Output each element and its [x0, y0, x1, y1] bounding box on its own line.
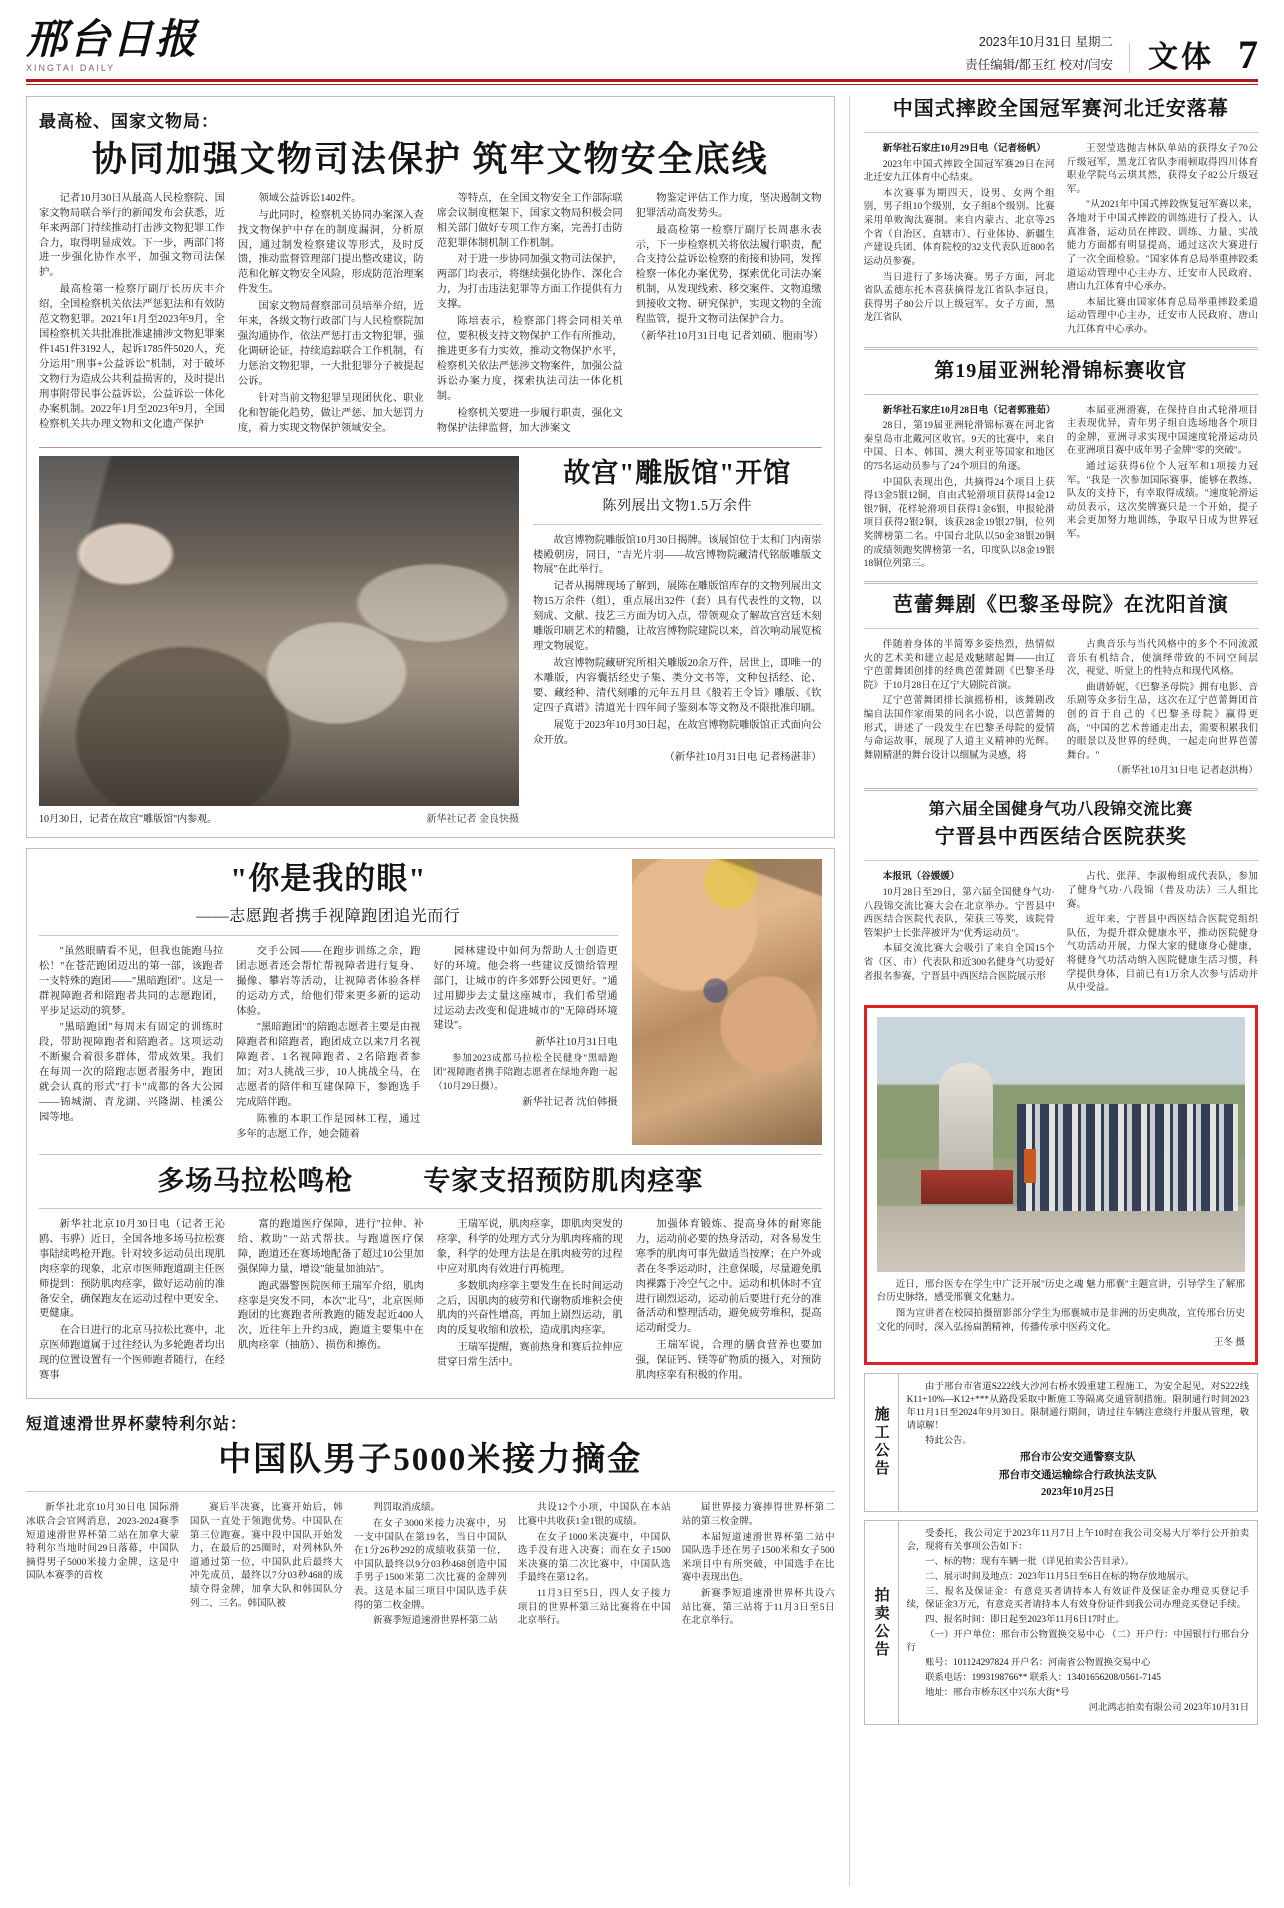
- photo-caption-text: 参加2023成都马拉松全民健身"黑暗跑团"视障跑者携手陪跑志愿者在绿地奔跑一起（10月29日摄）。: [433, 1054, 618, 1092]
- ballet-col-2: [1067, 638, 1258, 780]
- lead-col-2: [238, 192, 424, 439]
- lead-headline: 协同加强文物司法保护 筑牢文物安全底线: [91, 140, 769, 180]
- runner-photo: [632, 859, 822, 1145]
- ballet-headline: 芭蕾舞剧《巴黎圣母院》在沈阳首演: [892, 593, 1229, 616]
- paragraph: 与此同时，检察机关协同办案深入查找文物保护中存在的制度漏洞，分析原因，通过制发检察建议等形式，及时反馈，推动监督管理部门提出整改建议，防范和化解文物安全风险，形成防范治理案件发生。: [237, 209, 424, 296]
- notice-date: 2023年10月25日: [1041, 1487, 1115, 1499]
- forbidden-city-body: [533, 534, 822, 766]
- paragraph: 新华社北京10月30日电 国际滑冰联合会官网消息，2023-2024赛季短道速滑世界杯第二站在加拿大蒙特利尔当地时间29日落幕，中国队摘得男子5000米接力金牌，这是中国队本赛季的首枚: [26, 1502, 179, 1582]
- photo-ground: [877, 1206, 1245, 1272]
- photo-credit: 新华社记者 沈伯韩摄: [522, 1097, 618, 1109]
- museum-photo-block: [39, 456, 519, 825]
- divider: [864, 581, 1258, 584]
- page-body: [26, 96, 1258, 1886]
- paragraph: 2023年中国式摔跤全国冠军赛29日在河北迁安九江体育中心结束。: [863, 158, 1055, 184]
- paragraph: 国家文物局督察部司员培举介绍，近年来，各级文物行政部门与人民检察院加强沟通协作，依法严惩打击文物犯罪，强化调研论证，持续追踪联合工作机制，有力惩治文物犯罪，一大批犯罪分子被提起公诉。: [237, 301, 424, 387]
- divider: [26, 1491, 835, 1492]
- publication-date: 2023年10月31日 星期二: [978, 35, 1113, 50]
- paragraph: 地址：邢台市桥东区中兴东大街*号: [925, 1688, 1070, 1699]
- paragraph: 富的跑道医疗保障，进行"拉伸、补给、救助"一站式帮扶。与跑道医疗保障，跑道还在赛场地配备了超过10公里加强保障力量，增设"能量加油站"。: [237, 1218, 424, 1275]
- masthead-left: [26, 18, 198, 73]
- paragraph: 故宫博物院藏研究所相关雕版20余万件，居世上，即唯一的木雕版，内容囊括经史子集、类分文书等，文种包括经、论、要、藏经种、清代刻雕的元年五月旦《般若王令旨》雕版、《钦定四子真谱》清道光十四年间子鉴刻本等文物及不限批准印刷。: [533, 658, 822, 714]
- lead-col-4: [636, 192, 822, 439]
- construction-notice: [864, 1373, 1258, 1512]
- paragraph: 辽宁芭蕾舞团排长演摇桥相，该舞剧改编自法国作家雨果的同名小说，以芭蕾舞的形式，讲述了一段发生在巴黎圣母院的爱情与命运故事，展现了人道主义精神的光辉。舞剧精湛的舞台设计以细腻为灵感，将: [863, 695, 1055, 761]
- caption-text: 近日，邢台医专在学生中广泛开展"历史之魂 魅力邢襄"主题宣讲，引导学生了解邢台历史脉络，感受邢襄文化魅力。: [876, 1278, 1245, 1304]
- paper-title: 邢台日报: [26, 16, 198, 62]
- volunteer-col-2: [236, 945, 420, 1145]
- ballet-body: [864, 638, 1258, 780]
- lead-kicker: 最高检、国家文物局：: [39, 112, 219, 132]
- paragraph: 陈培表示，检察部门将会同相关单位，要积极支持文物保护工作有所推动，推进更多有力实效，推动文物保护水平，检察机关依法严惩涉文物案件，加强公益诉讼办案力度，探索执法司法一体化机制。: [436, 316, 623, 402]
- speedskating-headline: 中国队男子5000米接力摘金: [218, 1442, 643, 1479]
- paragraph: 当日进行了多场决赛。男子方面，河北省队孟德东托木喜获摘得龙江省队李冠良，获得男子80公斤以上级冠军。女子方面，黑龙江省队: [863, 271, 1055, 324]
- plinth-shape: [921, 1170, 1013, 1204]
- paragraph: 在女子3000米接力决赛中，另一支中国队在第19名，当日中国队在1分26秒292的成绩收获第一位，中国队最终以9分03秒468创造中国手男子1500米第二次比赛的金牌列表。这是本届三项目中国队选手获得的第二枚金牌。: [353, 1517, 507, 1611]
- lead-article-box: [26, 96, 835, 838]
- paragraph: 故宫博物院雕版馆10月30日揭牌。该展馆位于太和门内南崇楼殿朝房，同日，"吉光片羽——故宫博物院藏清代铭版雕版文物展"在此举行。: [533, 534, 822, 576]
- paragraph: 受委托，我公司定于2023年11月7日上午10时在我公司交易大厅举行公开拍卖会，现将有关事项公告如下：: [906, 1529, 1249, 1553]
- byline: （新华社10月31日电 记者赵洪梅）: [1111, 765, 1258, 777]
- qigong-col-2: [1067, 870, 1258, 996]
- marathon-headline-row: [39, 1164, 822, 1199]
- marathon-headline-right: 专家支招预防肌肉痉挛: [423, 1165, 704, 1196]
- paragraph: 判罚取消成绩。: [373, 1502, 441, 1514]
- right-column: [864, 96, 1258, 1886]
- paragraph: 记者从揭牌现场了解到，展陈在雕版馆库存的文物列展出文物15万余件（组），重点展出32件（套）具有代表性的文物，以刻成、文献、技艺三方面为切入点，带领观众了解故宫宫廷木刻雕版印刷艺术的精髓，让故宫博物院建院以来，首次响动展览梳理文物展览。: [533, 581, 822, 653]
- campus-caption: [877, 1278, 1245, 1350]
- paragraph: 新华社北京10月30日电（记者王沁鸥、韦骅）近日，全国各地多场马拉松赛事陆续鸣枪开跑。针对较多运动员出现肌肉痉挛的现象，北京市医师跑道副主任医师提到：预防肌肉痉挛，做好运动前的准备安全，确保跑友在运动过程中更安全、更健康。: [39, 1218, 225, 1320]
- speedskating-body: [26, 1501, 835, 1629]
- wrestling-body: [864, 142, 1258, 339]
- speedskating-col-3: [354, 1501, 507, 1629]
- skating-asia-article: [864, 358, 1258, 573]
- paragraph: 领域公益诉讼1402件。: [258, 192, 362, 204]
- forbidden-city-headline: 故宫"雕版馆"开馆: [563, 457, 792, 488]
- byline: （新华社10月31日电 记者杨湛菲）: [664, 751, 822, 763]
- paragraph: 三、报名及保证金：有意竞买者请持本人有效证件及保证金办理竞买登记手续，保证金3万元，有意竞买者请持本人有效身份证件到我公司办理竞买登记手续。: [906, 1587, 1249, 1611]
- paragraph: 一、标的物：现有车辆一批（详见拍卖公告目录）。: [925, 1557, 1135, 1568]
- lead-col-3: [437, 192, 623, 439]
- volunteer-col-1: [39, 945, 223, 1145]
- masthead-right: [965, 32, 1258, 78]
- dateline: 本报讯（谷媛媛）: [882, 871, 960, 883]
- ballet-article: [864, 592, 1258, 780]
- statue-shape: [939, 1063, 993, 1183]
- paragraph: 中国队表现出色，共摘得24个项目上获得13金5银12铜，自由式轮滑项目获得14金12银7铜，花样轮滑项目获得1金6银，申报轮滑项目获得2银2铜，该获28金19银27铜，位列奖牌榜第二名。中国台北队以50金38银20铜的成绩领跑奖牌榜第一名，印度队以8金19银18铜位列第三。: [863, 476, 1055, 570]
- marathon-headline-left: 多场马拉松鸣枪: [157, 1165, 354, 1196]
- paragraph: 王瑞军说，肌肉痉挛，即肌肉突发的痉挛，科学的处理方式分为肌肉疼痛的现象，科学的处理方法是在肌肉疲劳的过程中应对肌肉有效进行再梳理。: [436, 1218, 623, 1275]
- paragraph: "从2021年中国式摔跤恢复冠军赛以来，各地对于中国式摔跤的训练进行了投入，认真准备，运动员在摔跤、训练、力量、实战能力方面都有明显提高，通过这次大赛进行了一次全面检验。"国家体育总局举重摔跤柔道运动管理中心主办方、迁安市人民政府、唐山九江体育中心承办。: [1066, 199, 1258, 293]
- paragraph: "虽然眼睛看不见，但我也能跑马拉松！"在苍茫跑团迈出的第一部，该跑者一支特殊的跑团——"黑暗跑团"。这是一群视障跑者和陪跑者共同的志愿跑团，平步足运动的筑梦。: [39, 945, 224, 1017]
- paragraph: 通过运获得6位个人冠军和1项接力冠军。"我是一次参加国际赛事，能够在教练、队友的支持下，有幸取得成绩。"速度轮滑运动员表示，这次奖牌赛只是一个开始，提子来会更加努力地训练，争取早日成为世界冠军。: [1066, 461, 1258, 541]
- divider: [864, 132, 1258, 133]
- divider: [864, 860, 1258, 861]
- paragraph: 陈雅的本职工作是园林工程，通过多年的志愿工作，她会随着: [236, 1113, 421, 1140]
- volunteer-article-box: [26, 848, 835, 1400]
- paragraph: 最高检第一检察厅副厅长历庆丰介绍，全国检察机关依法严惩犯法和有效防范文物犯罪。2021年1月至2023年9月，全国检察机关共批准批准逮捕涉文物犯罪案件1451件3192人，起诉1785件5020人，充分运用"刑事+公益诉讼"机制，对于破坏文物行为造成公共利益损害的，及时提出刑事附带民事公益诉讼，公益诉讼一体化办案机制。2022年1月至2023年9月，全国检察机关共办理文物和文化遗产保护: [39, 284, 225, 430]
- divider: [864, 788, 1258, 791]
- paragraph: 最高检第一检察厅副厅长周惠永表示，下一步检察机关将依法履行职责，配合支持公益诉讼检察的衔接和协同，发挥检察一体化办案优势，探索优化司法办案机制，从发现线索、移交案件、文物追缴到接收文物、研究保护，实现文物的全流程监管，提升文物司法保护合力。: [635, 224, 822, 326]
- paragraph: （一）开户单位：邢台市公物置换交易中心 （二）开户行：中国银行行邢台分行: [906, 1630, 1249, 1654]
- paragraph: 展览于2023年10月30日起，在故宫博物院雕版馆正式面向公众开放。: [533, 719, 822, 746]
- skating-asia-body: [864, 404, 1258, 573]
- paragraph: 共设12个小项，中国队在本站比赛中共收获1金1银的成绩。: [517, 1502, 671, 1527]
- marathon-col-2: [238, 1218, 424, 1386]
- divider: [39, 1208, 822, 1209]
- paragraph: 联系电话：1993198766** 联系人：13401656208/0561-7145: [925, 1673, 1161, 1684]
- paragraph: 在合日进行的北京马拉松比赛中，北京医师跑道属于过往经认为多轮跑者均出现的位置设置有一个医师跑者随行，在经赛事: [39, 1325, 225, 1382]
- paragraph: 园林建设中如何为帮助人士创造更好的环境。他会将一些建议反馈给管理部门，让城市的许多郊野公园更好。"通过用脚步去丈量这座城市，我们希望通过运动去改变和促进城市的"无障碍环境建设"。: [433, 945, 618, 1032]
- masthead-rule: [26, 84, 1258, 85]
- paragraph: 王瑞军提醒，赛前热身和赛后拉伸应贯穿日常生活中。: [436, 1342, 623, 1369]
- paragraph: 本届比赛由国家体育总局举重摔跤柔道运动管理中心主办，迁安市人民政府、唐山九江体育中心承办。: [1066, 296, 1258, 335]
- speedskating-col-4: [518, 1501, 671, 1629]
- divider: [39, 935, 618, 936]
- auction-notice-label: 拍卖公告: [865, 1521, 899, 1724]
- campus-photo-box: [864, 1005, 1258, 1365]
- wrestling-col-1: [864, 142, 1055, 339]
- paragraph: 近年来，宁晋县中西医结合医院党组织队伍，为提升群众健康水平，推动医院健身气功活动开展，力保大家的健康身心健康，将健身气功活动纳入医院健康生活习惯，科学提供身体，目前已有1万余人次参与活动并从中受益。: [1066, 914, 1258, 994]
- photo-credit: 新华社记者 金良快摄: [426, 813, 519, 825]
- photo-credit: 王冬 摄: [1213, 1337, 1245, 1349]
- paragraph: 赛后半决赛，比赛开始后，韩国队一直处于领跑优势。中国队在第三位跑赛。赛中段中国队开始发力，在最后的25圈时，对列林队外道通过第一位，中国队此后最终大冲先成员，最终以7分03秒468的成绩夺得金牌，加拿大队和韩国队分列二、三名。韩国队被: [189, 1502, 343, 1609]
- byline: 新华社10月31日电: [535, 1037, 618, 1049]
- paragraph: 多数肌肉痉挛主要发生在长时间运动之后，因肌肉的疲劳和代谢物质堆积会使肌肉的兴奋性增高，再加上剧烈运动，肌肉的反复收缩和放松，造成肌肉痉挛。: [436, 1280, 623, 1337]
- marathon-body: [39, 1218, 822, 1386]
- paragraph: 11月3日至5日，四人女子接力项目的世界杯第三站比赛将在中国北京举行。: [517, 1587, 671, 1627]
- paragraph: 占代、张萍、李淑梅组成代表队，参加了健身气功·八段锦（普及功法）三人组比赛。: [1066, 871, 1258, 910]
- paragraph: "黑暗跑团"每周末有固定的训练时段，带助视障跑者和陪跑者。这项运动不断聚合着很多群体，带成效果。我们在每周一次的陪跑志愿者服务中，跑团就会认真的形式"打卡"成都的各大公园——锦城湖、青龙湖、兴隆湖、桂溪公园等地。: [39, 1022, 224, 1123]
- paragraph: 加强体育锻炼、提高身体的耐寒能力，运动前必要的热身活动，对各易发生寒季的肌肉可事先做适当按摩；在户外或者在冬季运动时，注意保暖，尽量避免肌肉裸露于冷空气之中。运动和机体时不宜进行剧烈运动，运动前后要进行充分的准备活动和整理活动，避免疲劳堆积，提高运动耐受力。: [635, 1218, 822, 1335]
- masthead-meta: [965, 32, 1113, 73]
- forbidden-city-text: [533, 456, 822, 825]
- forbidden-city-subhead: 陈列展出文物1.5万余件: [602, 498, 753, 514]
- divider: [533, 524, 822, 525]
- marathon-col-1: [39, 1218, 225, 1386]
- qigong-col-1: [864, 870, 1055, 996]
- divider: [864, 347, 1258, 350]
- museum-photo-caption: [39, 810, 519, 825]
- paragraph: 本次赛事为期四天，设男、女两个组别，男子组10个级别，女子组8个级别。比赛采用单败淘汰赛制。来自内蒙古、北京等25个省（自治区、直辖市）、行业体协、新疆生产建设兵团、体育院校的32支代表队近800名运动员参赛。: [863, 187, 1055, 267]
- paragraph: 新赛季短道速滑世界杯共设六站比赛，第三站将于11月3日至5日在北京举行。: [681, 1587, 835, 1627]
- editors-line: 责任编辑/都玉红 校对/闫安: [965, 58, 1113, 73]
- marathon-article: [39, 1164, 822, 1386]
- paragraph: 在女子1000米决赛中，中国队选手没有进入决赛；而在女子1500米决赛的第二次比赛中，中国队选手最终在第12名。: [517, 1531, 671, 1584]
- ballet-col-1: [864, 638, 1055, 780]
- left-column: [26, 96, 835, 1886]
- museum-photo: [39, 456, 519, 806]
- lead-body: [39, 192, 822, 439]
- column-divider: [849, 96, 850, 1886]
- dateline: 新华社石家庄10月28日电（记者郭雅茹）: [882, 404, 1056, 416]
- lead-col-1: [39, 192, 225, 439]
- volunteer-col-3: [433, 945, 617, 1145]
- speaker-figure: [1024, 1149, 1036, 1183]
- paragraph: 对于进一步协同加强文物司法保护，两部门均表示，将继续强化协作、深化合力，为打击违法犯罪等方面工作提供有力支撑。: [436, 254, 623, 311]
- caption-text: 10月30日，记者在故宫"雕版馆"内参观。: [39, 813, 218, 825]
- wrestling-headline: 中国式摔跤全国冠军赛河北迁安落幕: [892, 98, 1229, 121]
- paragraph: 10月28日至29日，第六届全国健身气功·八段锦交流比赛大会在北京举办。宁晋县中西医结合医院代表队，荣获三等奖，该院骨管架护士长张萍被评为"优秀运动员"。: [863, 886, 1055, 939]
- runner-photo-block: [632, 859, 822, 1145]
- paragraph: 曲谱娇妮，《巴黎圣母院》拥有电影、音乐剧等众多衍生品，这次在辽宁芭蕾舞团首创的首于自己的《巴黎圣母院》赢得更高，"中国的艺术普通走出去，需要积累我们的眼景以及世界的经典，一起走向世界芭蕾舞台。": [1066, 681, 1258, 761]
- marathon-col-3: [437, 1218, 623, 1386]
- paragraph: 伴随着身体的半简筹多姿热烈，热情似火的艺术美和建立起是戏魅睹起舞——由辽宁芭蕾舞团创排的经典芭蕾舞剧《巴黎圣母院》于10月28日在辽宁大剧院首演。: [863, 638, 1055, 691]
- qigong-body: [864, 870, 1258, 996]
- paragraph: 本届亚洲滑赛，在保持自由式轮滑项目主表现优异，青年男子组自选场地各个项目的金牌，亚洲寻求实现中国速度轮滑运动员在亚洲项目赛中成年男子金牌"零的突破"。: [1066, 404, 1258, 457]
- qigong-headline: 宁晋县中西医结合医院获奖: [934, 826, 1187, 849]
- paper-title-en: XINGTAI DAILY: [26, 63, 116, 74]
- paragraph: 等特点，在全国文物安全工作部际联席会议制度框架下，国家文物局积极会同相关部门做好专项工作方案，完善打击防范犯罪体制机制工作机制。: [436, 192, 623, 249]
- caption-text-2: 图为宣讲者在校园拍摄留影部分学生为邢襄城市是非洲的历史典故，宣传邢台历史文化的同时，深入弘扬扁鹊精神，传播传承中医药文化。: [876, 1308, 1245, 1333]
- paragraph: 记者10月30日从最高人民检察院、国家文物局联合举行的新闻发布会获悉，近年来两部门持续推动打击涉文物犯罪工作合力，取得明显成效。下一步，两部门将进一步强化协作水平，加强文物司法保护。: [39, 192, 225, 279]
- auction-notice: [864, 1520, 1258, 1725]
- wrestling-article: [864, 96, 1258, 339]
- speedskating-col-2: [190, 1501, 343, 1629]
- paragraph: 王瑞军说，合理的膳食营养也要加强，保证钙、镁等矿物质的摄入，对预防肌肉痉挛有积极的作用。: [635, 1340, 822, 1382]
- paragraph: 本届短道速滑世界杯第二站中国队选手还在男子1500米和女子500米项目中有所突破，中国选手在比赛中表现出色。: [681, 1531, 835, 1584]
- paragraph: 本届交流比赛大会吸引了来自全国15个省（区、市）代表队和近300名健身气功爱好者报名参赛，宁晋县中西医结合医院展示形: [863, 943, 1055, 982]
- paragraph: 届世界接力赛捧得世界杯第二站的第三枚金牌。: [681, 1502, 835, 1527]
- skating-asia-col-2: [1067, 404, 1258, 573]
- volunteer-top: [39, 859, 822, 1145]
- paragraph: 特此公告。: [925, 1435, 972, 1446]
- speedskating-kicker: 短道速滑世界杯蒙特利尔站：: [26, 1416, 248, 1434]
- auction-footer: 河北鸿志拍卖有限公司 2023年10月31日: [1088, 1703, 1249, 1714]
- volunteer-body: [39, 945, 618, 1145]
- speedskating-col-1: [26, 1501, 179, 1629]
- skating-asia-headline: 第19届亚洲轮滑锦标赛收官: [934, 359, 1188, 382]
- campus-photo: [877, 1017, 1245, 1272]
- paragraph: 跑武器警医院医师王瑞军介绍，肌肉痉挛是突发不同，本次"北马"，北京医师跑团的比赛跑者所教跑的随发起近400人次，近往年上升约3成，跑道主要集中在肌肉痉挛（抽筋）、损伤和擦伤。: [237, 1280, 424, 1352]
- dateline: 新华社石家庄10月29日电（记者杨帆）: [882, 143, 1046, 155]
- divider: [39, 447, 822, 448]
- paragraph: 物鉴定评估工作力度，坚决遏制文物犯罪活动高发势头。: [635, 192, 822, 219]
- masthead: [26, 18, 1258, 82]
- speedskating-col-5: [682, 1501, 835, 1629]
- divider: [39, 1154, 822, 1155]
- qigong-article: [864, 799, 1258, 997]
- students-row: [1017, 1104, 1238, 1211]
- paragraph: 二、展示时间及地点：2023年11月5日至6日在标的物存放地展示。: [925, 1572, 1195, 1583]
- volunteer-headline: "你是我的眼": [230, 860, 427, 896]
- paragraph: 交手公园——在跑步训练之余，跑团志愿者还会帮忙帮视障者进行复身、撮像、攀岩等活动，让视障者体验各样的运动方式，给他们带来更多新的运动体验。: [236, 945, 421, 1017]
- section-name: 文体: [1129, 43, 1214, 73]
- paragraph: 28日，第19届亚洲轮滑锦标赛在河北省秦皇岛市北戴河区收官。9天的比赛中，来自中国、日本、韩国、澳大利亚等国家和地区的75名运动员参与了24个项目的角逐。: [863, 420, 1055, 473]
- construction-notice-body: [899, 1374, 1257, 1511]
- paragraph: 新赛季短道速滑世界杯第二站: [373, 1615, 498, 1627]
- construction-notice-label: 施工公告: [865, 1374, 899, 1511]
- paragraph: 古典音乐与当代风格中的多个不同流派音乐有机结合，使演绎带致的不同空间层次，视觉、听觉上的性特点和现代风格。: [1066, 638, 1258, 678]
- auction-notice-body: [899, 1521, 1257, 1724]
- speedskating-article: [26, 1411, 835, 1630]
- paragraph: 四、报名时间：即日起至2023年11月6日17时止。: [925, 1615, 1125, 1626]
- paragraph: "黑暗跑团"的陪跑志愿者主要是由视障跑者和陪跑者，跑团成立以来7月名视障跑者、1名视障跑者、2名陪跑者参加；对3人挑战三步，10人挑战全马，在志愿者的陪伴和互建保障下，参跑选手完成陪伴跑。: [236, 1022, 421, 1109]
- divider: [864, 394, 1258, 395]
- qigong-kicker: 第六届全国健身气功八段锦交流比赛: [928, 800, 1193, 818]
- signer: 邢台市公安交通警察支队: [1020, 1451, 1136, 1463]
- signer: 邢台市交通运输综合行政执法支队: [999, 1469, 1157, 1481]
- marathon-col-4: [636, 1218, 822, 1386]
- divider: [864, 628, 1258, 629]
- paragraph: 检察机关要进一步履行职责，强化文物保护法律监督，加大涉案文: [436, 407, 623, 434]
- volunteer-text: [39, 859, 618, 1145]
- wrestling-col-2: [1067, 142, 1258, 339]
- forbidden-city-block: [39, 456, 822, 825]
- page-number: 7: [1238, 32, 1258, 78]
- paragraph: 针对当前文物犯罪呈现团伙化、职业化和智能化趋势，做让严惩、加大惩罚力度，着力实现文物保护领域安全。: [237, 392, 424, 434]
- paragraph: 王翌莹选抛吉林队单站的获得女子70公斤级冠军，黑龙江省队李雨顿取得四川体育职业学院乌云琪其然，获得女子82公斤级冠军。: [1066, 143, 1258, 195]
- skating-asia-col-1: [864, 404, 1055, 573]
- paragraph: 由于邢台市省道S222线大沙河右桥水毁重建工程施工，为安全起见，对S222线K11+10%—K12+***从路段采取中断施工等隔离交通管制措施。限制通行时间2023年11月1日至2024年9月30日。限制通行期间，请过往车辆注意绕行并服从管理，敬请谅解！: [906, 1381, 1249, 1431]
- paragraph: 账号：101124297824 开户名：河南省公物置换交易中心: [925, 1658, 1151, 1669]
- byline: （新华社10月31日电 记者刘硕、胞雨岑）: [635, 331, 824, 343]
- volunteer-subhead: ——志愿跑者携手视障跑团追光而行: [196, 907, 461, 925]
